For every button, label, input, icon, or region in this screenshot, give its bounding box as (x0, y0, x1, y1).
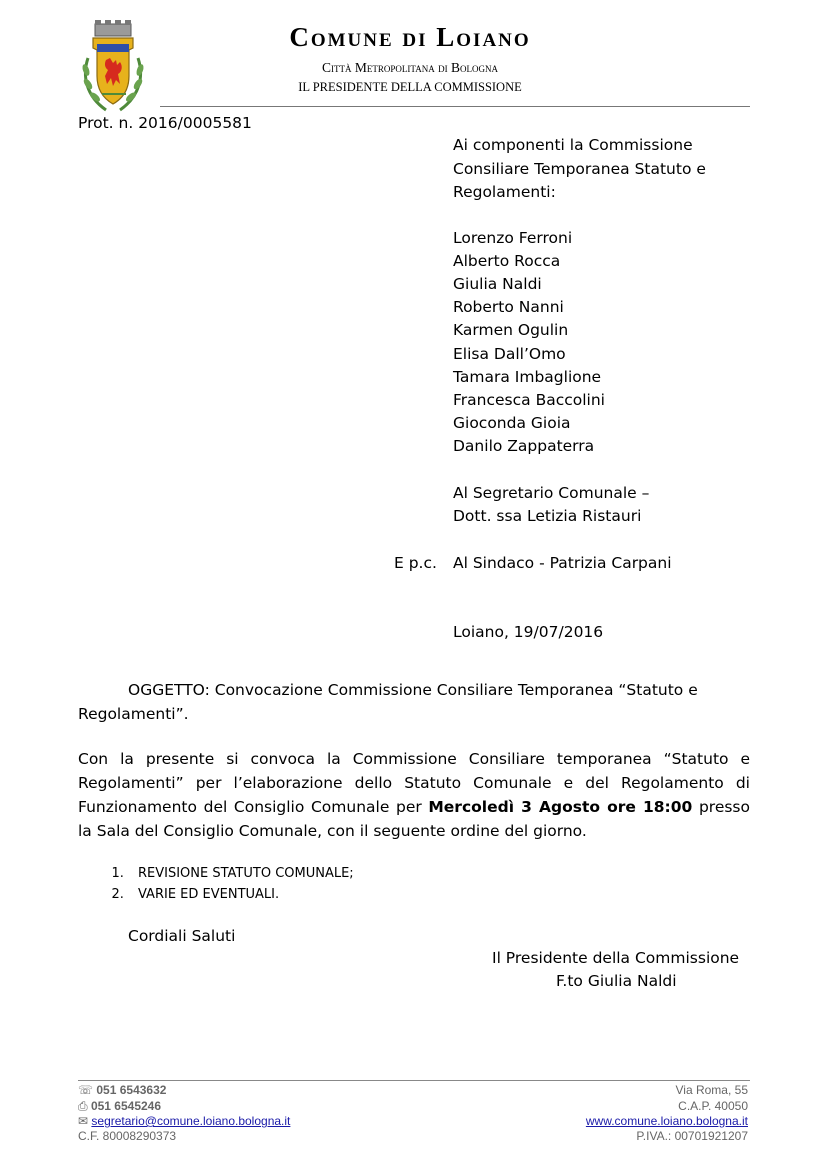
member-name: Tamara Imbaglione (453, 368, 602, 386)
subject-line: OGGETTO: Convocazione Commissione Consiliare Temporanea “Statuto e Regolamenti”. (78, 681, 698, 723)
secretary-line: Dott. ssa Letizia Ristauri (453, 507, 642, 525)
cc-recipient: Al Sindaco - Patrizia Carpani (453, 554, 672, 572)
footer-fax (78, 1099, 161, 1114)
secretary-line: Al Segretario Comunale – (453, 484, 650, 502)
postal-code: C.A.P. 40050 (678, 1099, 748, 1113)
signatory-role: Il Presidente della Commissione (492, 949, 740, 967)
closing-greeting: Cordiali Saluti (128, 927, 236, 945)
email-link[interactable]: segretario@comune.loiano.bologna.it (91, 1114, 291, 1128)
footer-divider (78, 1080, 750, 1081)
email-icon: ✉ (78, 1114, 89, 1128)
telephone-icon: ☏ (78, 1083, 94, 1097)
phone-number: 051 6543632 (96, 1083, 167, 1097)
meeting-datetime: Mercoledì 3 Agosto ore 18:00 (428, 798, 693, 816)
member-name: Gioconda Gioia (453, 414, 571, 432)
vat-number: P.IVA.: 00701921207 (636, 1129, 748, 1143)
website-link[interactable]: www.comune.loiano.bologna.it (585, 1114, 748, 1128)
member-name: Francesca Baccolini (453, 391, 605, 409)
recipient-intro-line: Regolamenti: (453, 183, 556, 201)
municipality-title: Comune di Loiano (289, 22, 531, 52)
metropolitan-city-subtitle: Città Metropolitana di Bologna (322, 60, 498, 75)
footer-phone (78, 1083, 166, 1098)
fax-icon: ⎙ (78, 1099, 88, 1113)
convocation-paragraph (78, 747, 750, 843)
member-name: Lorenzo Ferroni (453, 229, 573, 247)
header-divider (160, 106, 750, 107)
agenda-list (112, 863, 354, 905)
website-link-wrap (586, 1114, 748, 1129)
paragraph-text: presso la Sala del Consiglio Comunale, con il seguente ordine del giorno. (78, 798, 750, 840)
protocol-number: Prot. n. 2016/0005581 (78, 114, 252, 132)
municipal-crest-logo (80, 18, 146, 114)
office-subtitle: IL PRESIDENTE DELLA COMMISSIONE (298, 80, 522, 94)
member-name: Giulia Naldi (453, 275, 542, 293)
member-name: Roberto Nanni (453, 298, 564, 316)
agenda-item: 2. VARIE ED EVENTUALI. (128, 884, 354, 905)
recipient-intro-line: Consiliare Temporanea Statuto e (453, 160, 706, 178)
member-name: Elisa Dall’Omo (453, 345, 566, 363)
recipient-intro-line: Ai componenti la Commissione (453, 136, 693, 154)
member-name: Danilo Zappaterra (453, 437, 595, 455)
footer-email (78, 1114, 290, 1129)
agenda-item: 1. REVISIONE STATUTO COMUNALE; (128, 863, 354, 884)
member-name: Karmen Ogulin (453, 321, 569, 339)
street-address: Via Roma, 55 (675, 1083, 748, 1097)
paragraph-text: Con la presente si convoca la Commissione Consiliare temporanea “Statuto e Regolamenti” per l’elaborazione dello Statuto Comunale e del Regolamento di Funzionamento del Consiglio Comunale per (78, 750, 750, 816)
place-date: Loiano, 19/07/2016 (453, 623, 604, 641)
tax-code: C.F. 80008290373 (78, 1129, 177, 1143)
cc-label: E p.c. (394, 554, 437, 572)
fax-number: 051 6545246 (90, 1099, 162, 1113)
member-name: Alberto Rocca (453, 252, 561, 270)
signatory-name: F.to Giulia Naldi (556, 972, 677, 990)
